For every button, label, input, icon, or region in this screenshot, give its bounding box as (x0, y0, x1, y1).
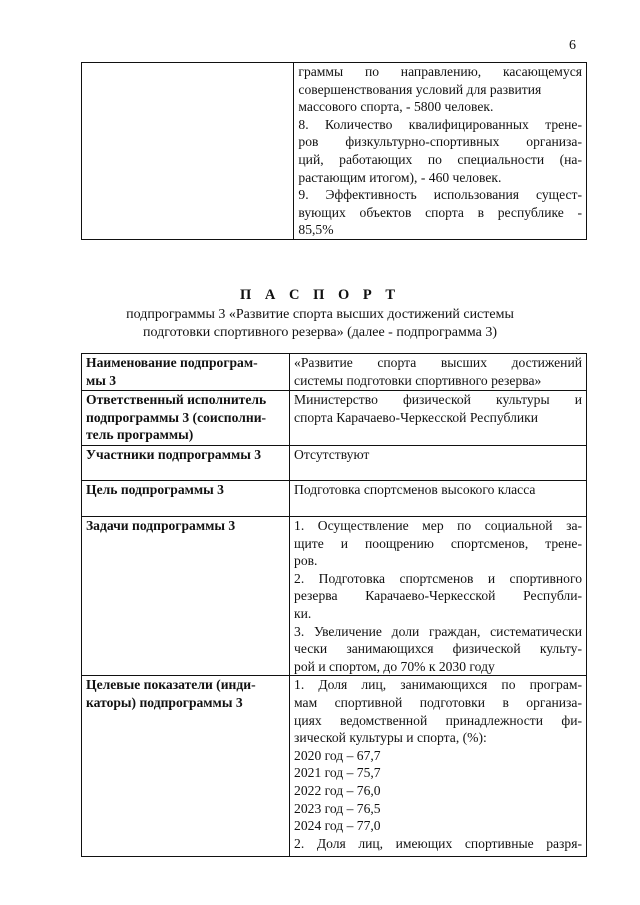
value-line: Подготовка спортсменов высокого класса (294, 482, 536, 497)
label-line: каторы) подпрограммы 3 (86, 694, 243, 710)
value-line: 2023 год – 76,5 (294, 800, 381, 816)
row-value (290, 446, 587, 481)
label-line: Задачи подпрограммы 3 (86, 518, 236, 533)
text-line: 85,5% (298, 222, 334, 238)
value-line: 1. Осуществление мер по социальной за- (294, 518, 582, 533)
value-line: мам спортивной подготовки в организа- (294, 694, 582, 710)
value-line: ки. (294, 605, 312, 621)
row-value (290, 517, 587, 676)
label-line: Ответственный исполнитель (86, 392, 267, 407)
table-row-tasks (82, 517, 587, 676)
table-row-goal (82, 481, 587, 517)
text-line: граммы по направлению, касающемуся (298, 64, 582, 79)
table-row-executor (82, 391, 587, 446)
page-number: 6 (569, 38, 576, 53)
value-line: 2022 год – 76,0 (294, 782, 381, 798)
value-line: 2021 год – 75,7 (294, 765, 381, 781)
value-line: 1. Доля лиц, занимающихся по програм- (294, 677, 582, 693)
value-line: чески занимающихся физической культу- (294, 641, 582, 657)
text-line: растающим итогом), - 460 человек. (298, 169, 502, 185)
indicator-continuation-cell (294, 63, 587, 240)
text-line: 9. Эффективность использования сущест- (298, 187, 582, 203)
text-line: совершенствования условий для развития (298, 81, 542, 97)
row-value (290, 676, 587, 857)
value-line: системы подготовки спортивного резерва» (294, 372, 542, 388)
table-row-indicators (82, 676, 587, 857)
subtitle-line: подготовки спортивного резерва» (далее - подпрограмма 3) (142, 324, 497, 340)
row-label (82, 517, 290, 676)
row-label (82, 446, 290, 481)
value-line: 2. Доля лиц, имеющих спортивные разря- (294, 835, 582, 851)
label-line: Участники подпрограммы 3 (86, 447, 262, 462)
passport-title: П А С П О Р Т (239, 287, 401, 303)
text-line: вующих объектов спорта в республике - (298, 204, 582, 220)
text-line: ций, работающих по специальности (на- (298, 151, 582, 167)
row-value (290, 481, 587, 517)
text-line: 8. Количество квалифицированных трене- (298, 116, 582, 132)
value-line: спорта Карачаево-Черкесской Республики (294, 409, 539, 425)
value-line: Министерство физической культуры и (294, 392, 582, 407)
value-line: ров. (294, 553, 318, 569)
value-line: резерва Карачаево-Черкесской Республи- (294, 588, 582, 604)
label-line: подпрограммы 3 (соисполни- (86, 409, 267, 425)
table-row-participants (82, 446, 587, 481)
table-row (82, 63, 587, 240)
text-line: массового спорта, - 5800 человек. (298, 99, 494, 115)
table-row-name (82, 354, 587, 391)
empty-cell (82, 63, 294, 240)
row-label (82, 676, 290, 857)
value-line: 2024 год – 77,0 (294, 818, 381, 834)
label-line: тель программы) (86, 427, 194, 443)
value-line: циях ведомственной принадлежности фи- (294, 712, 582, 728)
row-value (290, 354, 587, 391)
value-line: 2. Подготовка спортсменов и спортивного (294, 570, 582, 586)
label-line: Целевые показатели (инди- (86, 677, 256, 693)
label-line: Цель подпрограммы 3 (86, 482, 224, 497)
label-line: мы 3 (86, 372, 117, 388)
value-line: рой и спортом, до 70% к 2030 году (294, 658, 495, 674)
passport-subtitle (0, 306, 640, 341)
continuation-table (81, 62, 587, 240)
value-line: щите и поощрению спортсменов, трене- (294, 535, 582, 551)
label-line: Наименование подпрограм- (86, 355, 258, 370)
row-label (82, 391, 290, 446)
value-line: 2020 год – 67,7 (294, 747, 381, 763)
value-line: Отсутствуют (294, 447, 370, 462)
row-label (82, 354, 290, 391)
value-line: 3. Увеличение доли граждан, систематически (294, 623, 582, 639)
text-line: ров физкультурно-спортивных организа- (298, 134, 582, 150)
value-line: «Развитие спорта высших достижений (294, 355, 582, 370)
value-line: зической культуры и спорта, (%): (294, 730, 487, 746)
passport-table (81, 353, 587, 857)
subtitle-line: подпрограммы 3 «Развитие спорта высших достижений системы (126, 307, 514, 322)
row-label (82, 481, 290, 517)
row-value (290, 391, 587, 446)
